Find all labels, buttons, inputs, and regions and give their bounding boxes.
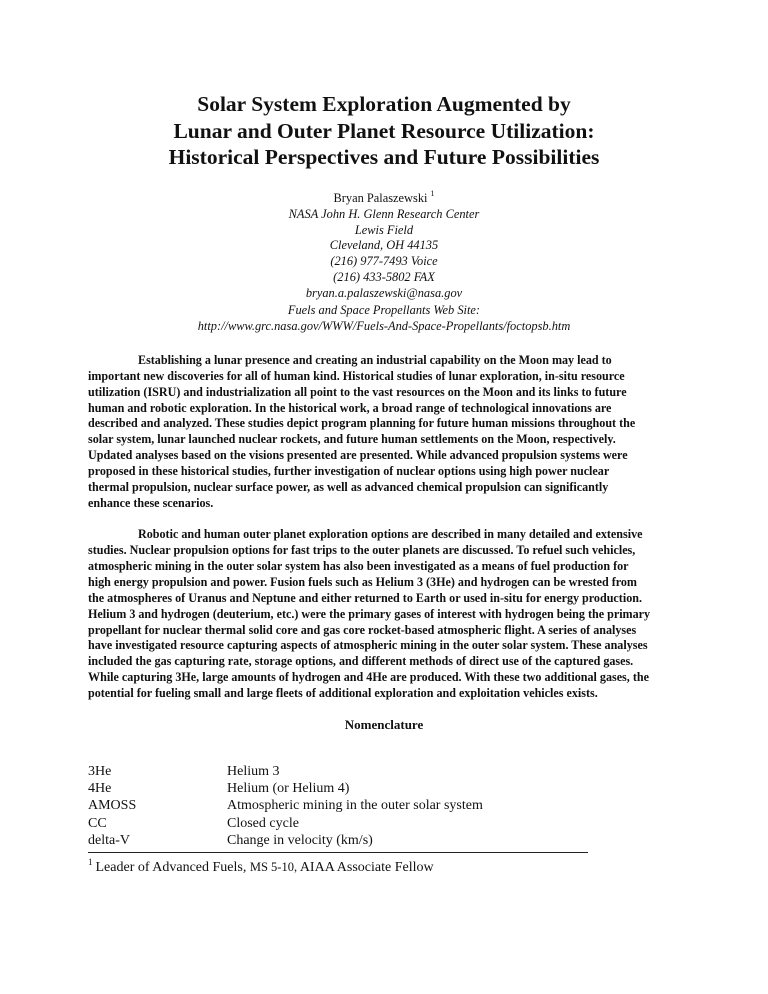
abstract-line: While capturing 3He, large amounts of hydrogen and 4He are produced. With these two additional gases, the <box>88 670 649 685</box>
author-email: bryan.a.palaszewski@nasa.gov <box>305 285 463 300</box>
paragraph-gap <box>88 511 688 527</box>
abstract-line: solar system, lunar launched nuclear rockets, and future human settlements on the Moon, respectively. <box>88 432 616 447</box>
abstract-line: propellant for nuclear thermal solid core and gas core rocket-based atmospheric flight. A series of analyses <box>88 622 637 637</box>
title-line: Lunar and Outer Planet Resource Utilization: <box>173 118 595 143</box>
abstract-line: Establishing a lunar presence and creating an industrial capability on the Moon may lead to <box>138 353 612 367</box>
affiliation-line: Lewis Field <box>354 222 414 237</box>
abstract-line: atmospheric mining in the outer solar system has also been investigated as a means of fuel production for <box>88 559 629 574</box>
nomenclature-row <box>88 832 483 849</box>
nomenclature-definition: Change in velocity (km/s) <box>227 832 373 848</box>
author-block <box>0 186 768 302</box>
nomenclature-row <box>88 815 483 832</box>
affiliation-line: NASA John H. Glenn Research Center <box>288 206 480 221</box>
paper-title <box>0 91 768 171</box>
title-line: Solar System Exploration Augmented by <box>197 92 571 116</box>
abstract-line: important new discoveries for all of human kind. Historical studies of lunar exploration, in-situ resource <box>88 368 625 383</box>
abstract-line: described and analyzed. These studies depict program planning for future human missions throughout the <box>88 416 636 431</box>
title-line: Historical Perspectives and Future Possibilities <box>168 145 600 169</box>
abstract <box>88 353 688 702</box>
website-label: Fuels and Space Propellants Web Site: <box>287 303 481 317</box>
nomenclature-definition: Helium 3 <box>227 764 280 779</box>
abstract-line: have investigated resource capturing aspects of atmospheric mining in the outer solar system. These analyses <box>88 638 648 653</box>
nomenclature-abbr: 3He <box>88 764 112 779</box>
footnote-mail-stop: MS 5-10, <box>249 860 298 874</box>
abstract-line: the atmospheres of Uranus and Neptune and either returned to Earth or used in-situ for energy production. <box>88 590 642 605</box>
abstract-line: high energy propulsion and power. Fusion fuels such as Helium 3 (3He) and hydrogen can be wrested from <box>88 574 637 589</box>
abstract-line: Helium 3 and hydrogen (deuterium, etc.) were the primary gases of interest with hydrogen being the primary <box>88 606 651 621</box>
nomenclature-definition: Atmospheric mining in the outer solar system <box>227 798 483 814</box>
author-footnote-mark: 1 <box>430 189 435 198</box>
footnote-mark: 1 <box>88 857 93 867</box>
affiliation-line: Cleveland, OH 44135 <box>329 238 439 253</box>
nomenclature-definition: Closed cycle <box>227 815 299 831</box>
abstract-line: thermal propulsion, nuclear surface power, as well as advanced chemical propulsion can significantly <box>88 479 609 494</box>
nomenclature-row <box>88 797 483 814</box>
abstract-line: studies. Nuclear propulsion options for fast trips to the outer planets are discussed. To refuel such vehicles, <box>88 543 636 558</box>
nomenclature-heading: Nomenclature <box>344 717 424 732</box>
abstract-line: Updated analyses based on the visions presented are presented. While advanced propulsion systems were <box>88 448 628 463</box>
abstract-line: proposed in these historical studies, further investigation of nuclear options using high power nuclear <box>88 463 610 478</box>
footnote-text-end: AIAA Associate Fellow <box>299 860 434 875</box>
affiliation-line: (216) 977-7493 Voice <box>330 254 438 269</box>
abstract-line: utilization (ISRU) and industrialization all point to the vast resources on the Moon and its links to future <box>88 384 627 399</box>
nomenclature-abbr: delta-V <box>88 832 130 848</box>
abstract-line: Robotic and human outer planet exploration options are described in many detailed and extensive <box>138 527 643 542</box>
abstract-line: enhance these scenarios. <box>88 495 214 510</box>
nomenclature-row <box>88 780 483 797</box>
nomenclature-abbr: AMOSS <box>88 798 137 814</box>
author-name: Bryan Palaszewski <box>333 191 428 205</box>
nomenclature-row <box>88 763 483 780</box>
website-block <box>0 302 768 334</box>
author-line <box>0 186 768 207</box>
abstract-line: human and robotic exploration. In the historical work, a broad range of technological innovations are <box>88 400 612 415</box>
website-url: http://www.grc.nasa.gov/WWW/Fuels-And-Space-Propellants/foctopsb.htm <box>197 319 571 333</box>
nomenclature-definition: Helium (or Helium 4) <box>227 781 350 797</box>
nomenclature-list <box>88 763 483 849</box>
abstract-line: included the gas capturing rate, storage options, and different methods of direct use of the captured gases. <box>88 654 634 669</box>
affiliation-line: (216) 433-5802 FAX <box>333 269 435 284</box>
footnote-divider <box>88 852 588 853</box>
nomenclature-abbr: CC <box>88 815 107 831</box>
footnote-text: Leader of Advanced Fuels, <box>95 860 247 875</box>
abstract-line: potential for fueling small and large fleets of additional exploration and exploitation vehicles exists. <box>88 685 598 700</box>
footnote <box>88 857 434 876</box>
nomenclature-abbr: 4He <box>88 781 112 797</box>
